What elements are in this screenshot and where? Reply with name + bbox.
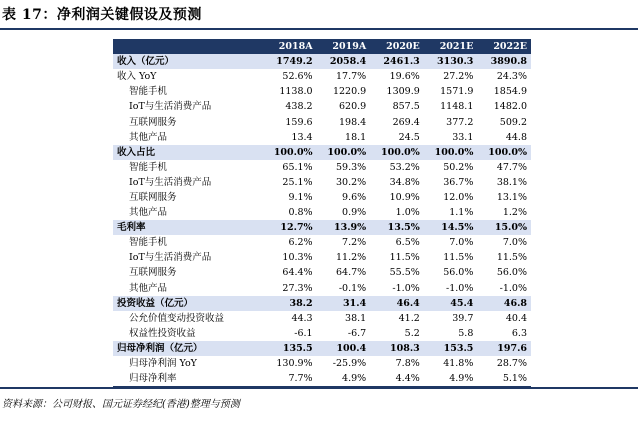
value-cell: 509.2 [499,116,527,128]
table-row [113,145,531,160]
table-row [113,130,531,145]
table-row [113,281,531,296]
value-cell: 36.7% [443,176,474,188]
value-cell: 13.9% [317,220,371,235]
value-cell: 1.2% [502,207,527,219]
table-row [113,160,531,175]
value-cell: -6.7 [347,327,367,339]
value-cell: 13.4 [291,131,313,143]
value-cell: 4.9% [424,371,478,387]
value-cell: 135.5 [263,341,317,356]
value-cell: 5.8 [458,327,474,339]
table-row [113,265,531,280]
value-cell: 46.4 [370,296,424,311]
value-cell: 64.4% [282,267,313,279]
row-label: 投资收益（亿元） [113,296,263,311]
value-cell: 14.5% [424,220,478,235]
value-cell: 1571.9 [440,86,474,98]
table-body [113,54,531,387]
value-cell: 5.1% [477,371,531,387]
table-row [113,69,531,84]
value-cell: 40.4 [505,312,527,324]
value-cell: 377.2 [446,116,474,128]
header-label-cell [113,39,263,54]
value-cell: 100.0% [424,145,478,160]
header-year-cell: 2019A [317,39,371,54]
value-cell: 44.3 [291,312,313,324]
value-cell: 38.1% [496,176,527,188]
value-cell: -6.1 [294,327,313,339]
value-cell: 3130.3 [424,54,478,69]
table-row [113,84,531,99]
value-cell: 11.2% [336,252,367,264]
table-row [113,190,531,205]
row-label: 其他产品 [129,131,168,143]
value-cell: 50.2% [443,161,474,173]
value-cell: 1220.9 [332,86,367,98]
value-cell: 5.2 [404,327,420,339]
value-cell: 59.3% [336,161,367,173]
header-year-cell: 2022E [477,39,531,54]
bottom-rule [0,387,638,389]
value-cell: 100.0% [317,145,371,160]
source-note: 资料来源：公司财报、国元证券经纪(香港)整理与预测 [2,399,240,410]
value-cell: 55.5% [389,267,420,279]
value-cell: 11.5% [389,252,420,264]
value-cell: 1148.1 [440,101,474,113]
row-label: 归母净利率 [113,371,263,387]
table-row [113,99,531,114]
value-cell: 2461.3 [370,54,424,69]
row-label: 互联网服务 [129,116,177,128]
table-row [113,356,531,371]
value-cell: 38.2 [263,296,317,311]
value-cell: 53.2% [389,161,420,173]
row-label: 收入（亿元） [113,54,263,69]
row-label: 收入 YoY [117,71,157,83]
value-cell: 12.7% [263,220,317,235]
value-cell: 198.4 [338,116,367,128]
value-cell: 100.4 [317,341,371,356]
value-cell: 24.3% [496,71,527,83]
value-cell: -1.0% [446,282,474,294]
value-cell: 17.7% [336,71,367,83]
value-cell: 41.8% [443,358,474,370]
value-cell: -25.9% [332,358,367,370]
table-row [113,205,531,220]
value-cell: 2058.4 [317,54,371,69]
value-cell: 6.5% [395,237,420,249]
value-cell: 27.3% [282,282,313,294]
value-cell: 1138.0 [279,86,313,98]
value-cell: 56.0% [496,267,527,279]
row-label: 互联网服务 [129,191,177,203]
table-row [113,220,531,235]
table-row [113,114,531,129]
net-profit-forecast-table [113,39,531,387]
row-label: 毛利率 [113,220,263,235]
value-cell: 620.9 [338,101,367,113]
value-cell: 27.2% [443,71,474,83]
row-label: 权益性投资收益 [129,327,196,339]
value-cell: 64.7% [336,267,367,279]
row-label: 归母净利润（亿元） [113,341,263,356]
value-cell: 1309.9 [386,86,420,98]
value-cell: 10.9% [389,191,420,203]
value-cell: 7.0% [502,237,527,249]
value-cell: 1482.0 [493,101,527,113]
value-cell: 52.6% [282,71,313,83]
row-label: 公允价值变动投资收益 [129,312,225,324]
header-year-cell: 2021E [424,39,478,54]
row-label: IoT与生活消费产品 [129,101,212,113]
value-cell: 18.1 [345,131,367,143]
value-cell: 11.5% [443,252,474,264]
header-year-cell: 2020E [370,39,424,54]
value-cell: 25.1% [282,176,313,188]
value-cell: 7.7% [263,371,317,387]
header-row [113,39,531,54]
value-cell: 7.8% [395,358,420,370]
value-cell: 24.5 [398,131,420,143]
value-cell: 1749.2 [263,54,317,69]
value-cell: 269.4 [392,116,420,128]
table-row [113,296,531,311]
value-cell: 41.2 [398,312,420,324]
value-cell: 438.2 [285,101,313,113]
top-rule [0,28,638,30]
value-cell: 12.0% [443,191,474,203]
value-cell: -1.0% [499,282,527,294]
value-cell: 13.5% [370,220,424,235]
value-cell: 13.1% [496,191,527,203]
header-year-cell: 2018A [263,39,317,54]
value-cell: 44.8 [505,131,527,143]
value-cell: 34.8% [389,176,420,188]
table-row [113,175,531,190]
value-cell: 100.0% [477,145,531,160]
value-cell: 28.7% [496,358,527,370]
value-cell: 11.5% [496,252,527,264]
value-cell: 65.1% [282,161,313,173]
table-row [113,341,531,356]
value-cell: 857.5 [392,101,420,113]
row-label: 收入占比 [113,145,263,160]
row-label: 智能手机 [129,161,168,173]
value-cell: 197.6 [477,341,531,356]
row-label: 智能手机 [129,86,168,98]
value-cell: 7.2% [342,237,367,249]
row-label: 智能手机 [129,237,168,249]
value-cell: 47.7% [496,161,527,173]
value-cell: 1.1% [449,207,474,219]
value-cell: 1.0% [395,207,420,219]
value-cell: 100.0% [370,145,424,160]
value-cell: 3890.8 [477,54,531,69]
value-cell: 159.6 [285,116,313,128]
table-row [113,371,531,387]
value-cell: 38.1 [345,312,367,324]
value-cell: 39.7 [452,312,474,324]
value-cell: 4.4% [370,371,424,387]
table-row [113,311,531,326]
value-cell: 33.1 [452,131,474,143]
row-label: 互联网服务 [129,267,177,279]
value-cell: -0.1% [338,282,367,294]
value-cell: 19.6% [389,71,420,83]
value-cell: 10.3% [282,252,313,264]
value-cell: 130.9% [276,358,313,370]
value-cell: 6.3 [511,327,527,339]
value-cell: 46.8 [477,296,531,311]
value-cell: 30.2% [336,176,367,188]
table-row [113,326,531,341]
value-cell: 153.5 [424,341,478,356]
value-cell: 1854.9 [493,86,527,98]
value-cell: -1.0% [392,282,420,294]
table-row [113,250,531,265]
row-label: IoT与生活消费产品 [129,176,212,188]
table-row [113,235,531,250]
table-row [113,54,531,69]
value-cell: 6.2% [288,237,313,249]
value-cell: 56.0% [443,267,474,279]
row-label: IoT与生活消费产品 [129,252,212,264]
value-cell: 0.9% [342,207,367,219]
table-title: 表 17：净利润关键假设及预测 [2,7,202,23]
value-cell: 4.9% [317,371,371,387]
value-cell: 9.6% [342,191,367,203]
value-cell: 31.4 [317,296,371,311]
value-cell: 7.0% [449,237,474,249]
row-label: 归母净利润 YoY [129,358,197,370]
value-cell: 100.0% [263,145,317,160]
value-cell: 108.3 [370,341,424,356]
row-label: 其他产品 [129,282,168,294]
value-cell: 0.8% [288,207,313,219]
value-cell: 45.4 [424,296,478,311]
row-label: 其他产品 [129,207,168,219]
value-cell: 9.1% [288,191,313,203]
value-cell: 15.0% [477,220,531,235]
